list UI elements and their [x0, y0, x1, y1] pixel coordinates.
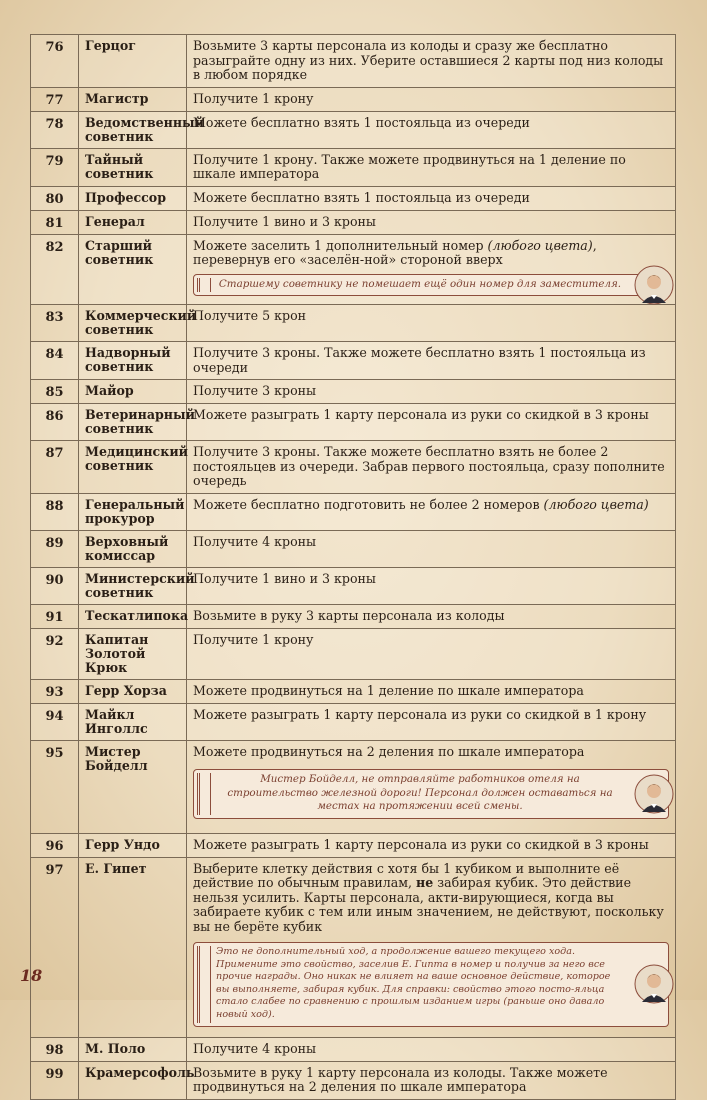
row-name: Ведомственный советник — [79, 111, 187, 148]
row-description: Получите 4 кроны — [187, 1037, 676, 1061]
row-number: 84 — [31, 342, 79, 380]
row-name: Герр Хорза — [79, 679, 187, 703]
row-name: Верховный комиссар — [79, 530, 187, 567]
row-description: Получите 3 кроны. Также можете бесплатно взять 1 постояльца из очереди — [187, 342, 676, 380]
table-row — [31, 186, 676, 210]
note-text: Мистер Бойделл, не отправляйте работников отеля на строительство железной дороги! Персонал должен оставаться на местах на протяжении всей смены. — [227, 773, 613, 812]
table-row — [31, 493, 676, 530]
table-row — [31, 35, 676, 88]
row-description: Можете разыграть 1 карту персонала из руки со скидкой в 3 кроны — [187, 404, 676, 441]
desc-italic: (любого цвета) — [487, 237, 593, 253]
row-number: 99 — [31, 1061, 79, 1099]
table-row — [31, 1061, 676, 1099]
desc-text: Выберите клетку действия с хотя бы 1 кубиком и выполните её действие по обычным правилам, — [193, 860, 620, 890]
row-number: 94 — [31, 703, 79, 740]
note-text: Это не дополнительный ход, а продолжение вашего текущего хода. Примените это свойство, заселив Е. Гипта в номер и получив за него все прочие награды. Оно никак не влияет на ваше основное действие, которое вы выполняете, забирая кубик. Для справки: свойство этого посто-яльца стало слабее по сравнению с прошлым изданием игры (раньше оно давало новый ход). — [216, 946, 611, 1020]
row-description: Получите 4 кроны — [187, 530, 676, 567]
page-number: 18 — [20, 966, 43, 985]
desc-text: , перевернув его «заселён-ной» стороной вверх — [193, 237, 597, 267]
row-name: Старший советник — [79, 234, 187, 305]
row-name: Генерал — [79, 210, 187, 234]
staff-table — [30, 34, 676, 1100]
row-name: Капитан Золотой Крюк — [79, 628, 187, 679]
row-description — [187, 493, 676, 530]
row-name: Крамерсофоль — [79, 1061, 187, 1099]
flavor-note — [193, 942, 669, 1027]
desc-bold: не — [416, 875, 434, 890]
row-description: Можете бесплатно взять 1 постояльца из очереди — [187, 186, 676, 210]
row-description: Получите 3 кроны — [187, 380, 676, 404]
row-number: 93 — [31, 679, 79, 703]
row-description: Получите 3 кроны. Также можете бесплатно взять не более 2 постояльцев из очереди. Забрав первого постояльца, сразу пополните очередь — [187, 441, 676, 494]
table-row — [31, 833, 676, 857]
table-row — [31, 604, 676, 628]
row-description: Получите 1 вино и 3 кроны — [187, 210, 676, 234]
row-description: Получите 1 крону — [187, 628, 676, 679]
row-number: 87 — [31, 441, 79, 494]
row-number: 83 — [31, 305, 79, 342]
row-name: Е. Гипет — [79, 857, 187, 1037]
row-name: Герр Ундо — [79, 833, 187, 857]
row-name: Тескатлипока — [79, 604, 187, 628]
row-number: 88 — [31, 493, 79, 530]
concierge-portrait-icon — [634, 964, 674, 1004]
row-description: Возьмите 3 карты персонала из колоды и сразу же бесплатно разыграйте одну из них. Уберите оставшиеся 2 карты под низ колоды в любом порядке — [187, 35, 676, 88]
row-name: Герцог — [79, 35, 187, 88]
note-text: Старшему советнику не помешает ещё один номер для заместителя. — [218, 277, 622, 290]
flavor-note — [193, 274, 669, 297]
table-row — [31, 111, 676, 148]
desc-italic: (любого цвета) — [543, 496, 649, 512]
row-number: 86 — [31, 404, 79, 441]
table-row — [31, 234, 676, 305]
table-row — [31, 703, 676, 740]
table-row — [31, 530, 676, 567]
row-description: Можете разыграть 1 карту персонала из руки со скидкой в 3 кроны — [187, 833, 676, 857]
row-name: М. Поло — [79, 1037, 187, 1061]
row-number: 90 — [31, 567, 79, 604]
row-number: 98 — [31, 1037, 79, 1061]
table-row — [31, 210, 676, 234]
desc-text: Можете заселить 1 дополнительный номер — [193, 237, 488, 253]
concierge-portrait-icon — [634, 774, 674, 814]
row-number: 78 — [31, 111, 79, 148]
table-row — [31, 342, 676, 380]
row-number: 97 — [31, 857, 79, 1037]
row-name: Медицинский советник — [79, 441, 187, 494]
row-name: Майор — [79, 380, 187, 404]
desc-text: забирая кубик. Это действие нельзя усилить. Карты персонала, акти-вирующиеся, когда вы забираете кубик с тем или иным значением, не действуют, поскольку вы не берёте кубик — [193, 875, 664, 934]
flavor-note — [193, 769, 669, 819]
row-name: Тайный советник — [79, 148, 187, 186]
row-name: Министерский советник — [79, 567, 187, 604]
row-number: 92 — [31, 628, 79, 679]
row-description: Получите 1 крону. Также можете продвинуться на 1 деление по шкале императора — [187, 148, 676, 186]
row-number: 77 — [31, 87, 79, 111]
table-row — [31, 148, 676, 186]
row-description: Получите 5 крон — [187, 305, 676, 342]
table-row — [31, 87, 676, 111]
row-number: 76 — [31, 35, 79, 88]
row-description: Можете продвинуться на 1 деление по шкале императора — [187, 679, 676, 703]
row-name: Профессор — [79, 186, 187, 210]
row-number: 95 — [31, 740, 79, 833]
row-number: 89 — [31, 530, 79, 567]
row-description — [187, 857, 676, 1037]
table-row — [31, 404, 676, 441]
table-row — [31, 740, 676, 833]
row-number: 82 — [31, 234, 79, 305]
row-name: Генеральный прокурор — [79, 493, 187, 530]
row-number: 91 — [31, 604, 79, 628]
table-row — [31, 441, 676, 494]
table-row — [31, 567, 676, 604]
table-row — [31, 628, 676, 679]
row-name: Надворный советник — [79, 342, 187, 380]
row-number: 80 — [31, 186, 79, 210]
row-number: 96 — [31, 833, 79, 857]
row-name: Майкл Инголлс — [79, 703, 187, 740]
concierge-portrait-icon — [634, 265, 674, 305]
row-name: Мистер Бойделл — [79, 740, 187, 833]
row-description: Получите 1 вино и 3 кроны — [187, 567, 676, 604]
row-name: Магистр — [79, 87, 187, 111]
row-number: 79 — [31, 148, 79, 186]
row-name: Коммерческий советник — [79, 305, 187, 342]
table-row — [31, 1037, 676, 1061]
row-description: Возьмите в руку 3 карты персонала из колоды — [187, 604, 676, 628]
row-description: Возьмите в руку 1 карту персонала из колоды. Также можете продвинуться на 2 деления по шкале императора — [187, 1061, 676, 1099]
row-number: 85 — [31, 380, 79, 404]
row-description — [187, 234, 676, 305]
row-name: Ветеринарный советник — [79, 404, 187, 441]
table-row — [31, 305, 676, 342]
row-description — [187, 740, 676, 833]
row-description: Можете бесплатно взять 1 постояльца из очереди — [187, 111, 676, 148]
row-number: 81 — [31, 210, 79, 234]
row-description: Можете разыграть 1 карту персонала из руки со скидкой в 1 крону — [187, 703, 676, 740]
desc-text: Можете продвинуться на 2 деления по шкале императора — [193, 743, 585, 759]
desc-text: Можете бесплатно подготовить не более 2 номеров — [193, 496, 544, 512]
table-row — [31, 380, 676, 404]
row-description: Получите 1 крону — [187, 87, 676, 111]
table-row — [31, 679, 676, 703]
table-row — [31, 857, 676, 1037]
